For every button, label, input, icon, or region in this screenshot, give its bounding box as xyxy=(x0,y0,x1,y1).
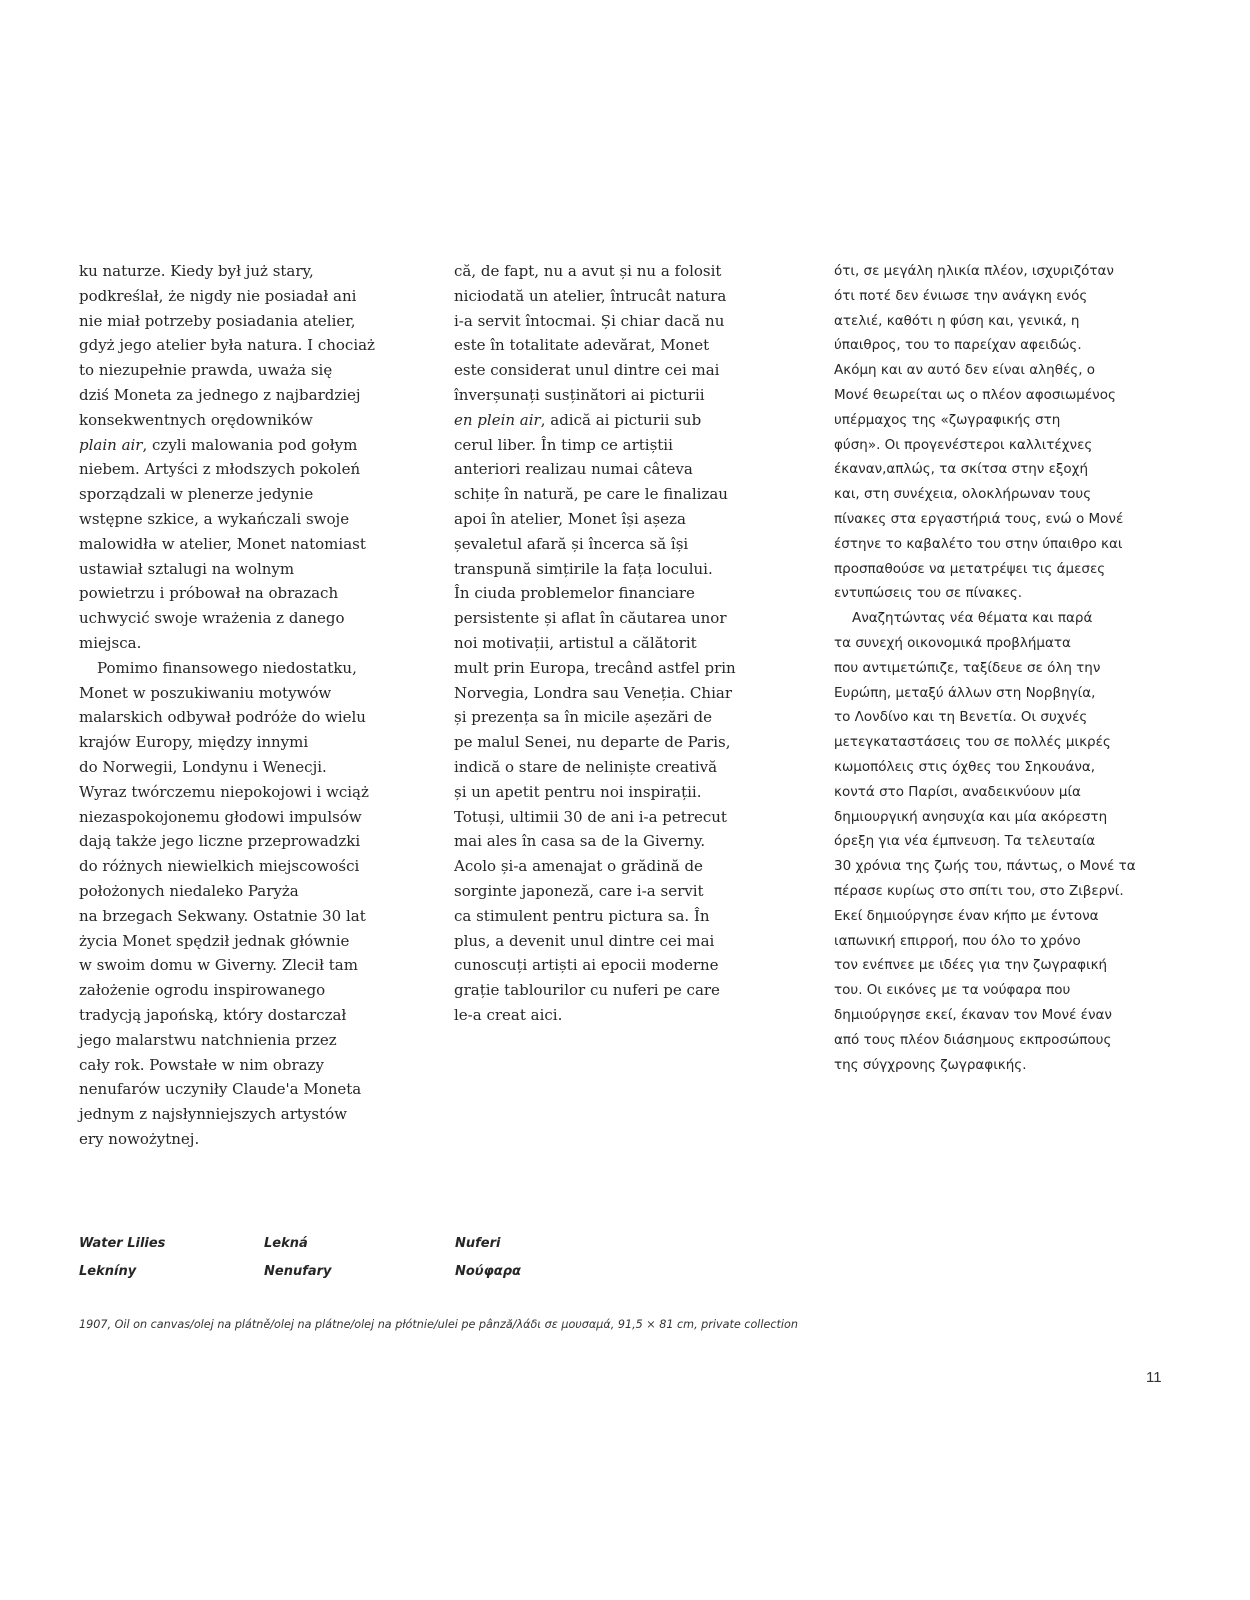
text-line: niezaspokojonemu głodowi impulsów xyxy=(79,807,362,826)
text-line: ύπαιθρος, του το παρείχαν αφειδώς. xyxy=(834,337,1082,354)
text-line: υπέρμαχος της «ζωγραφικής στη xyxy=(834,411,1061,428)
text-line: Ευρώπη, μεταξύ άλλων στη Νορβηγία, xyxy=(834,684,1096,701)
text-line: δημιουργική ανησυχία και μία ακόρεστη xyxy=(834,808,1108,825)
text-line: tradycją japońską, który dostarczał xyxy=(79,1005,347,1024)
text-line: cały rok. Powstałe w nim obrazy xyxy=(79,1055,324,1074)
text-line: i-a servit întocmai. Și chiar dacă nu xyxy=(454,311,725,330)
text-line: όρεξη για νέα έμπνευση. Τα τελευταία xyxy=(834,833,1096,850)
text-line: τον ενέπνεε με ιδέες για την ζωγραφική xyxy=(834,957,1108,974)
text-line: życia Monet spędził jednak głównie xyxy=(79,931,350,950)
page-number: 11 xyxy=(1146,1369,1162,1386)
caption-artwork-details: 1907, Oil on canvas/olej na plátně/olej na plátne/olej na płótnie/ulei pe pânză/λάδι σε μουσαμά, 91,5 × 81 cm, private collection xyxy=(79,1318,798,1331)
text-line: του. Οι εικόνες με τα νούφαρα που xyxy=(834,982,1071,999)
text-line: sorginte japoneză, care i-a servit xyxy=(454,881,704,900)
text-line: και, στη συνέχεια, ολοκλήρωναν τους xyxy=(834,486,1092,503)
text-line: wstępne szkice, a wykańczali swoje xyxy=(79,509,350,528)
italic-term: en plein air xyxy=(454,410,541,429)
text-line: dają także jego liczne przeprowadzki xyxy=(79,832,361,851)
text-line: ca stimulent pentru pictura sa. În xyxy=(454,906,710,925)
text-line: uchwycić swoje wrażenia z danego xyxy=(79,609,345,628)
text-line: nenufarów uczyniły Claude'a Moneta xyxy=(79,1080,362,1099)
text-line: malarskich odbywał podróże do wielu xyxy=(79,708,366,727)
text-line: πίνακες στα εργαστήριά τους, ενώ ο Μονέ xyxy=(834,510,1124,527)
text-line: krajów Europy, między innymi xyxy=(79,733,309,752)
text-line: πέρασε κυρίως στο σπίτι του, στο Ζιβερνί. xyxy=(834,882,1124,899)
text-line: podkreślał, że nigdy nie posiadał ani xyxy=(79,286,357,305)
text-line: ότι ποτέ δεν ένιωσε την ανάγκη ενός xyxy=(834,287,1088,304)
text-line: malowidła w atelier, Monet natomiast xyxy=(79,534,366,553)
text-line: Wyraz twórczemu niepokojowi i wciąż xyxy=(79,782,369,801)
text-line: miejsca. xyxy=(79,633,142,652)
text-line: șevaletul afară și încerca să își xyxy=(454,534,689,553)
caption-title-czech: Lekná xyxy=(264,1236,308,1251)
text-line: do różnych niewielkich miejscowości xyxy=(79,857,360,876)
text-line: jednym z najsłynniejszych artystów xyxy=(79,1105,347,1124)
text-line: plus, a devenit unul dintre cei mai xyxy=(454,931,715,950)
text-line: Pomimo finansowego niedostatku, xyxy=(97,658,357,677)
text-line: konsekwentnych orędowników xyxy=(79,410,313,429)
caption-title-english: Water Lilies xyxy=(79,1236,166,1251)
text-line: mai ales în casa sa de la Giverny. xyxy=(454,832,706,851)
text-line: en plein air, adică ai picturii sub xyxy=(454,410,702,429)
text-line: Norvegia, Londra sau Veneția. Chiar xyxy=(454,683,732,702)
text-line: powietrzu i próbował na obrazach xyxy=(79,584,339,603)
text-line: ιαπωνική επιρροή, που όλο το χρόνο xyxy=(834,932,1081,949)
text-line: grație tablourilor cu nuferi pe care xyxy=(454,981,720,1000)
text-line: το Λονδίνο και τη Βενετία. Οι συχνές xyxy=(834,709,1088,726)
text-line: ery nowożytnej. xyxy=(79,1129,200,1148)
text-line: jego malarstwu natchnienia przez xyxy=(79,1030,337,1049)
text-line: niebem. Artyści z młodszych pokoleń xyxy=(79,460,361,479)
text-line: este considerat unul dintre cei mai xyxy=(454,361,720,380)
text-line: ku naturze. Kiedy był już stary, xyxy=(79,262,314,280)
text-line: φύση». Οι προγενέστεροι καλλιτέχνες xyxy=(834,436,1093,453)
text-line: că, de fapt, nu a avut și nu a folosit xyxy=(454,262,722,280)
text-line: Monet w poszukiwaniu motywów xyxy=(79,683,332,702)
romanian-text-column xyxy=(454,259,794,1028)
text-line: pe malul Senei, nu departe de Paris, xyxy=(454,733,731,752)
text-line: Μονέ θεωρείται ως ο πλέον αφοσιωμένος xyxy=(834,386,1116,403)
text-line: apoi în atelier, Monet își așeza xyxy=(454,509,686,528)
caption-title-greek: Νούφαρα xyxy=(455,1264,521,1279)
text-line: κοντά στο Παρίσι, αναδεικνύουν μία xyxy=(834,783,1081,800)
text-line: niciodată un atelier, întrucât natura xyxy=(454,286,727,305)
text-line: τα συνεχή οικονομικά προβλήματα xyxy=(834,634,1071,651)
text-line: cunoscuți artiști ai epocii moderne xyxy=(454,956,719,975)
text-line: și prezența sa în micile așezări de xyxy=(454,708,712,727)
text-line: mult prin Europa, trecând astfel prin xyxy=(454,658,736,677)
text-line: ότι, σε μεγάλη ηλικία πλέον, ισχυριζόταν xyxy=(834,263,1114,279)
text-line: înverșunați susținători ai picturii xyxy=(454,385,705,404)
text-line: μετεγκαταστάσεις του σε πολλές μικρές xyxy=(834,734,1111,751)
text-line: schițe în natură, pe care le finalizau xyxy=(454,485,728,504)
text-line: w swoim domu w Giverny. Zlecił tam xyxy=(79,956,358,975)
text-line: Αναζητώντας νέα θέματα και παρά xyxy=(852,610,1093,627)
text-line: anteriori realizau numai câteva xyxy=(454,460,693,479)
text-line: κωμοπόλεις στις όχθες του Σηκουάνα, xyxy=(834,758,1096,775)
text-line: sporządzali w plenerze jedynie xyxy=(79,485,314,504)
text-line: Ακόμη και αν αυτό δεν είναι αληθές, ο xyxy=(834,362,1096,379)
text-line: nie miał potrzeby posiadania atelier, xyxy=(79,311,356,330)
text-line: Totuși, ultimii 30 de ani i-a petrecut xyxy=(454,807,727,826)
text-line: προσπαθούσε να μετατρέψει τις άμεσες xyxy=(834,560,1106,577)
text-line: to niezupełnie prawda, uważa się xyxy=(79,361,333,380)
text-line: În ciuda problemelor financiare xyxy=(454,584,695,603)
caption-title-slovak: Lekníny xyxy=(79,1264,137,1279)
text-line: που αντιμετώπιζε, ταξίδευε σε όλη την xyxy=(834,659,1101,676)
caption-title-polish: Nenufary xyxy=(264,1264,332,1279)
caption-title-romanian: Nuferi xyxy=(455,1236,501,1251)
text-line: δημιούργησε εκεί, έκαναν τον Μονέ έναν xyxy=(834,1006,1112,1023)
text-line: έκαναν,απλώς, τα σκίτσα στην εξοχή xyxy=(834,461,1089,478)
text-line: εντυπώσεις του σε πίνακες. xyxy=(834,585,1023,602)
polish-text-column xyxy=(79,259,419,1152)
text-line: transpună simțirile la fața locului. xyxy=(454,559,713,578)
text-line: Εκεί δημιούργησε έναν κήπο με έντονα xyxy=(834,907,1099,924)
text-line: este în totalitate adevărat, Monet xyxy=(454,336,710,355)
text-line: plain air, czyli malowania pod gołym xyxy=(79,435,358,454)
text-line: έστηνε το καβαλέτο του στην ύπαιθρο και xyxy=(834,535,1123,552)
text-line: założenie ogrodu inspirowanego xyxy=(79,981,326,1000)
text-line: gdyż jego atelier była natura. I chociaż xyxy=(79,336,375,355)
text-line: ατελιέ, καθότι η φύση και, γενικά, η xyxy=(834,312,1080,329)
text-line: cerul liber. În timp ce artiștii xyxy=(454,435,673,454)
text-line: Acolo și-a amenajat o grădină de xyxy=(454,857,703,876)
text-line: dziś Moneta za jednego z najbardziej xyxy=(79,385,361,404)
text-line: indică o stare de neliniște creativă xyxy=(454,757,718,776)
text-line: na brzegach Sekwany. Ostatnie 30 lat xyxy=(79,906,366,925)
text-line: της σύγχρονης ζωγραφικής. xyxy=(834,1056,1027,1073)
greek-text-column xyxy=(834,259,1179,1077)
text-line: από τους πλέον διάσημους εκπροσώπους xyxy=(834,1031,1112,1048)
text-line: și un apetit pentru noi inspirații. xyxy=(454,782,702,801)
text-line: do Norwegii, Londynu i Wenecji. xyxy=(79,757,327,776)
text-line: 30 χρόνια της ζωής του, πάντως, ο Μονέ τα xyxy=(834,858,1136,875)
text-line: le-a creat aici. xyxy=(454,1005,563,1024)
text-line: noi motivații, artistul a călătorit xyxy=(454,633,697,652)
text-line: ustawiał sztalugi na wolnym xyxy=(79,559,295,578)
italic-term: plain air xyxy=(79,435,143,454)
text-line: persistente și aflat în căutarea unor xyxy=(454,609,727,628)
text-line: położonych niedaleko Paryża xyxy=(79,881,299,900)
